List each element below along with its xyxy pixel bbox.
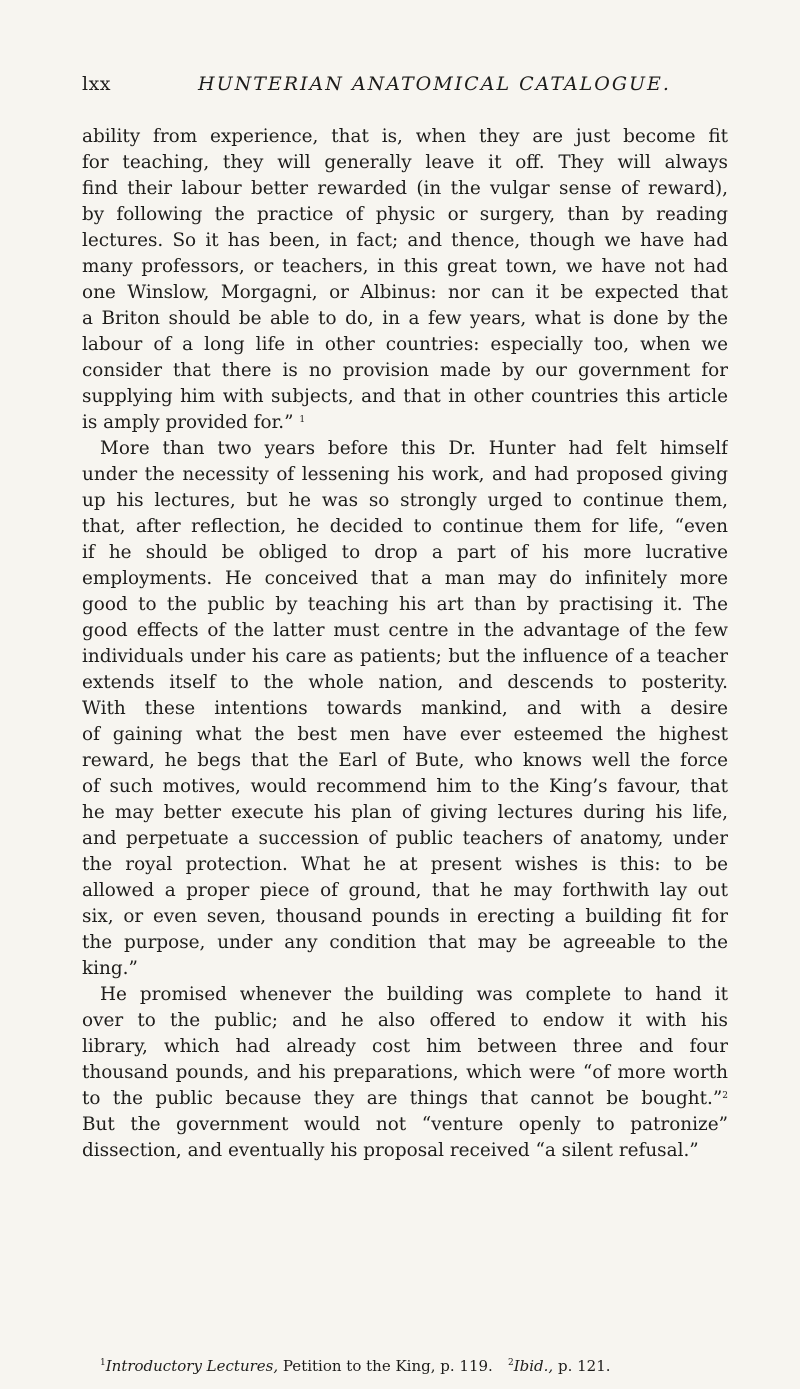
footnote-detail: p. 121. [553, 1357, 611, 1375]
text-line: of such motives, would recommend him to the King’s favour, that [82, 776, 728, 797]
footnote-ref: 2 [722, 1091, 728, 1101]
page-number: lxx [82, 73, 112, 95]
text-line: consider that there is no provision made by our government for [82, 360, 728, 381]
text-line: reward, he begs that the Earl of Bute, who knows well the force [82, 750, 728, 771]
running-title: HUNTERIAN ANATOMICAL CATALOGUE. [198, 73, 671, 95]
text-line: good effects of the latter must centre in the advantage of the few [82, 620, 728, 641]
footnote-number: 2 [508, 1358, 514, 1368]
text-line: library, which had already cost him between three and four [82, 1036, 728, 1057]
text-line: With these intentions towards mankind, and with a desire [82, 698, 728, 719]
footnote-ref: 1 [299, 415, 306, 425]
body-text [82, 124, 728, 1164]
text-line: up his lectures, but he was so strongly urged to continue them, [82, 490, 728, 511]
line-text: is amply provided for.” [82, 412, 294, 433]
text-line: dissection, and eventually his proposal received “a silent refusal.” [82, 1140, 699, 1161]
text-line: a Briton should be able to do, in a few years, what is done by the [82, 308, 728, 329]
text-line: allowed a proper piece of ground, that he may forthwith lay out [82, 880, 728, 901]
line-text: to the public because they are things that cannot be bought.” [82, 1088, 723, 1109]
text-line: of gaining what the best men have ever esteemed the highest [82, 724, 728, 745]
text-line: find their labour better rewarded (in the vulgar sense of reward), [82, 178, 728, 199]
text-line: individuals under his care as patients; but the influence of a teacher [82, 646, 728, 667]
footnote-detail: Petition to the King, p. 119. [278, 1357, 493, 1375]
footnote-number: 1 [100, 1358, 106, 1368]
text-line: good to the public by teaching his art than by practising it. The [82, 594, 728, 615]
footnote-source: Ibid., [513, 1357, 554, 1375]
text-line: king.” [82, 958, 138, 979]
text-line: six, or even seven, thousand pounds in erecting a building fit for [82, 906, 728, 927]
text-line: under the necessity of lessening his work, and had proposed giving [82, 464, 728, 485]
text-line: ability from experience, that is, when they are just become fit [82, 126, 728, 147]
text-line: he may better execute his plan of giving lectures during his life, [82, 802, 728, 823]
text-line: supplying him with subjects, and that in other countries this article [82, 386, 728, 407]
text-line: for teaching, they will generally leave it off. They will always [82, 152, 728, 173]
text-line: and perpetuate a succession of public teachers of anatomy, under [82, 828, 728, 849]
page-header [82, 73, 722, 101]
text-line: He promised whenever the building was complete to hand it [100, 984, 728, 1005]
text-line: employments. He conceived that a man may do infinitely more [82, 568, 728, 589]
text-line: that, after reflection, he decided to continue them for life, “even [82, 516, 728, 537]
text-line: But the government would not “venture openly to patronize” [82, 1114, 728, 1135]
text-line: by following the practice of physic or surgery, than by reading [82, 204, 728, 225]
text-line: More than two years before this Dr. Hunter had felt himself [100, 438, 728, 459]
text-line: the purpose, under any condition that may be agreeable to the [82, 932, 728, 953]
footnote-source: Introductory Lectures, [105, 1357, 279, 1375]
text-line: many professors, or teachers, in this great town, we have not had [82, 256, 728, 277]
text-line: labour of a long life in other countries: especially too, when we [82, 334, 728, 355]
footnote-2 [508, 1356, 611, 1376]
text-line: if he should be obliged to drop a part of his more lucrative [82, 542, 728, 563]
footnote-1 [100, 1357, 493, 1375]
text-line: extends itself to the whole nation, and descends to posterity. [82, 672, 728, 693]
footnotes [100, 1356, 740, 1376]
text-line: the royal protection. What he at present wishes is this: to be [82, 854, 728, 875]
text-line: over to the public; and he also offered to endow it with his [82, 1010, 728, 1031]
text-line [82, 410, 728, 436]
text-line: one Winslow, Morgagni, or Albinus: nor can it be expected that [82, 282, 728, 303]
text-line [82, 1086, 728, 1112]
text-line: lectures. So it has been, in fact; and thence, though we have had [82, 230, 728, 251]
text-line: thousand pounds, and his preparations, which were “of more worth [82, 1062, 728, 1083]
